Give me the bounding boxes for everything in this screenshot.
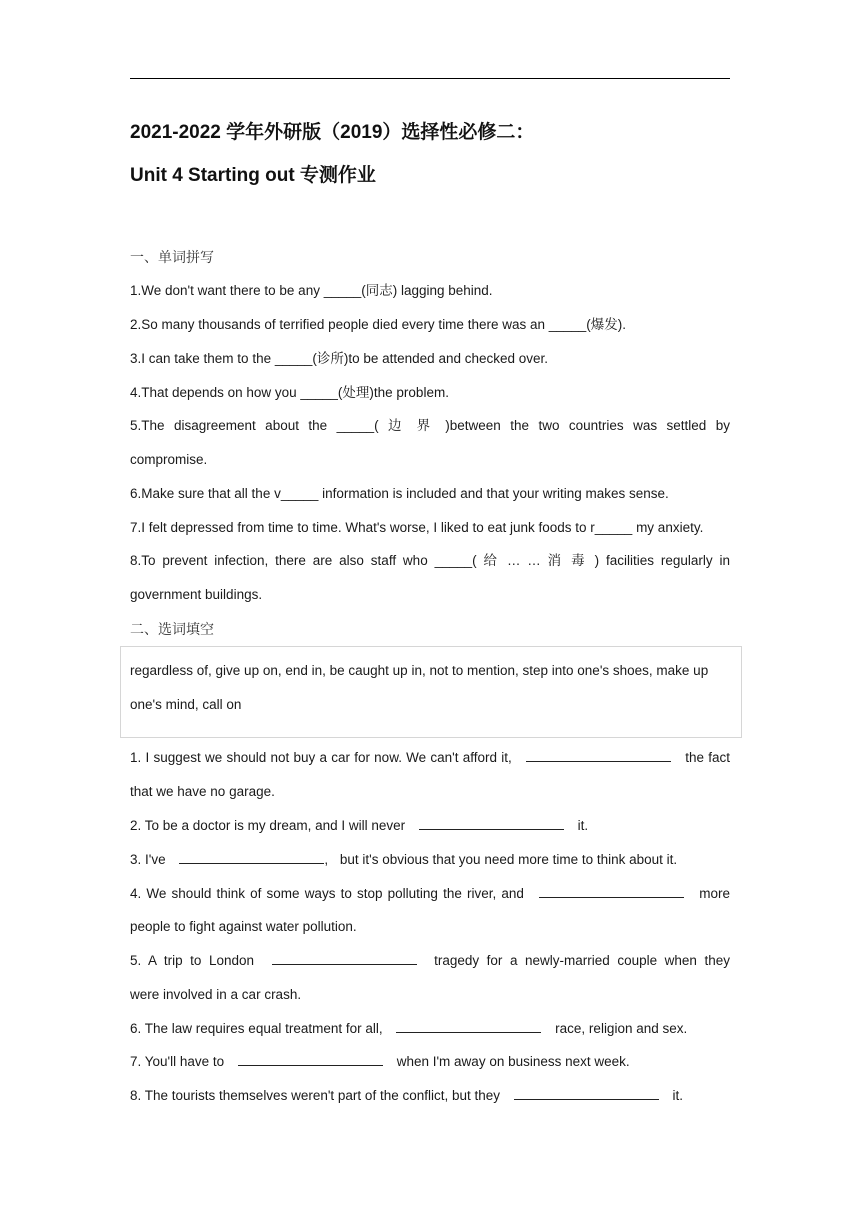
header-rule [130, 78, 730, 79]
exercise-text: race, religion and sex. [555, 1021, 688, 1036]
exercise-text: 7. You'll have to [130, 1054, 225, 1069]
exercise-text: but it's obvious that you need more time to think about it. [339, 852, 678, 867]
exercise-text: 4. We should think of some ways to stop polluting the river, and [130, 886, 524, 901]
word-bank-line: regardless of, give up on, end in, be caught up in, not to mention, step into one's shoes, make up [130, 663, 709, 678]
exercise-text: 2. To be a doctor is my dream, and I will never [130, 818, 406, 833]
document-subtitle: Unit 4 Starting out 专测作业 [130, 165, 376, 186]
word-bank-box [120, 646, 742, 738]
exercise-text: 8. The tourists themselves weren't part of the conflict, but they [130, 1088, 501, 1103]
exercise-text: 5. A trip to London [130, 953, 254, 968]
exercise-line: compromise. [130, 452, 208, 467]
exercise-text: people to fight against water pollution. [130, 919, 357, 934]
exercise-text: it. [577, 818, 589, 833]
exercise-line: government buildings. [130, 587, 263, 602]
exercise-line: 3.I can take them to the _____(诊所)to be attended and checked over. [130, 351, 549, 366]
exercise-line [130, 910, 730, 944]
exercise-text: it. [672, 1088, 684, 1103]
section1-heading: 一、单词拼写 [130, 250, 214, 266]
exercise-line [130, 775, 730, 809]
exercise-text: 3. I've [130, 852, 166, 867]
exercise-text: 1. I suggest we should not buy a car for now. We can't afford it, [130, 750, 512, 765]
exercise-text: 6. The law requires equal treatment for all, [130, 1021, 383, 1036]
exercise-line [130, 741, 730, 775]
exercise-text: when I'm away on business next week. [396, 1054, 630, 1069]
answer-blank[interactable] [539, 885, 684, 898]
answer-blank[interactable] [419, 817, 564, 830]
document-title: 2021-2022 学年外研版（2019）选择性必修二： [130, 122, 535, 143]
word-bank-line: one's mind, call on [130, 697, 242, 712]
answer-blank[interactable] [526, 749, 671, 762]
exercise-text: that we have no garage. [130, 784, 275, 799]
exercise-line [130, 1079, 730, 1113]
exercise-text: tragedy for a newly-married couple when they [434, 953, 730, 968]
exercise-line [130, 1045, 730, 1079]
exercise-line [130, 843, 730, 877]
exercise-line: 6.Make sure that all the v_____ information is included and that your writing makes sense. [130, 486, 669, 501]
exercise-line: 4.That depends on how you _____(处理)the problem. [130, 385, 449, 400]
exercise-text: were involved in a car crash. [130, 987, 302, 1002]
exercise-line [130, 944, 730, 978]
exercise-line [130, 877, 730, 911]
answer-blank[interactable] [396, 1020, 541, 1033]
comma: , [324, 852, 329, 867]
answer-blank[interactable] [272, 952, 417, 965]
exercise-line: 5.The disagreement about the _____( 边 界 )between the two countries was settled by [130, 418, 730, 433]
exercise-text: more [699, 886, 730, 901]
exercise-line: 7.I felt depressed from time to time. What's worse, I liked to eat junk foods to r_____ my anxiety. [130, 520, 704, 535]
answer-blank[interactable] [514, 1087, 659, 1100]
answer-blank[interactable] [179, 851, 324, 864]
exercise-line: 2.So many thousands of terrified people died every time there was an _____(爆发). [130, 317, 627, 332]
exercise-line: 1.We don't want there to be any _____(同志) lagging behind. [130, 283, 493, 298]
section2-heading: 二、选词填空 [130, 622, 214, 638]
exercise-line [130, 809, 730, 843]
exercise-line [130, 978, 730, 1012]
exercise-text: the fact [685, 750, 730, 765]
exercise-line [130, 1012, 730, 1046]
answer-blank[interactable] [238, 1053, 383, 1066]
exercise-line: 8.To prevent infection, there are also staff who _____( 给 … … 消 毒 ) facilities regularly in [130, 553, 730, 568]
